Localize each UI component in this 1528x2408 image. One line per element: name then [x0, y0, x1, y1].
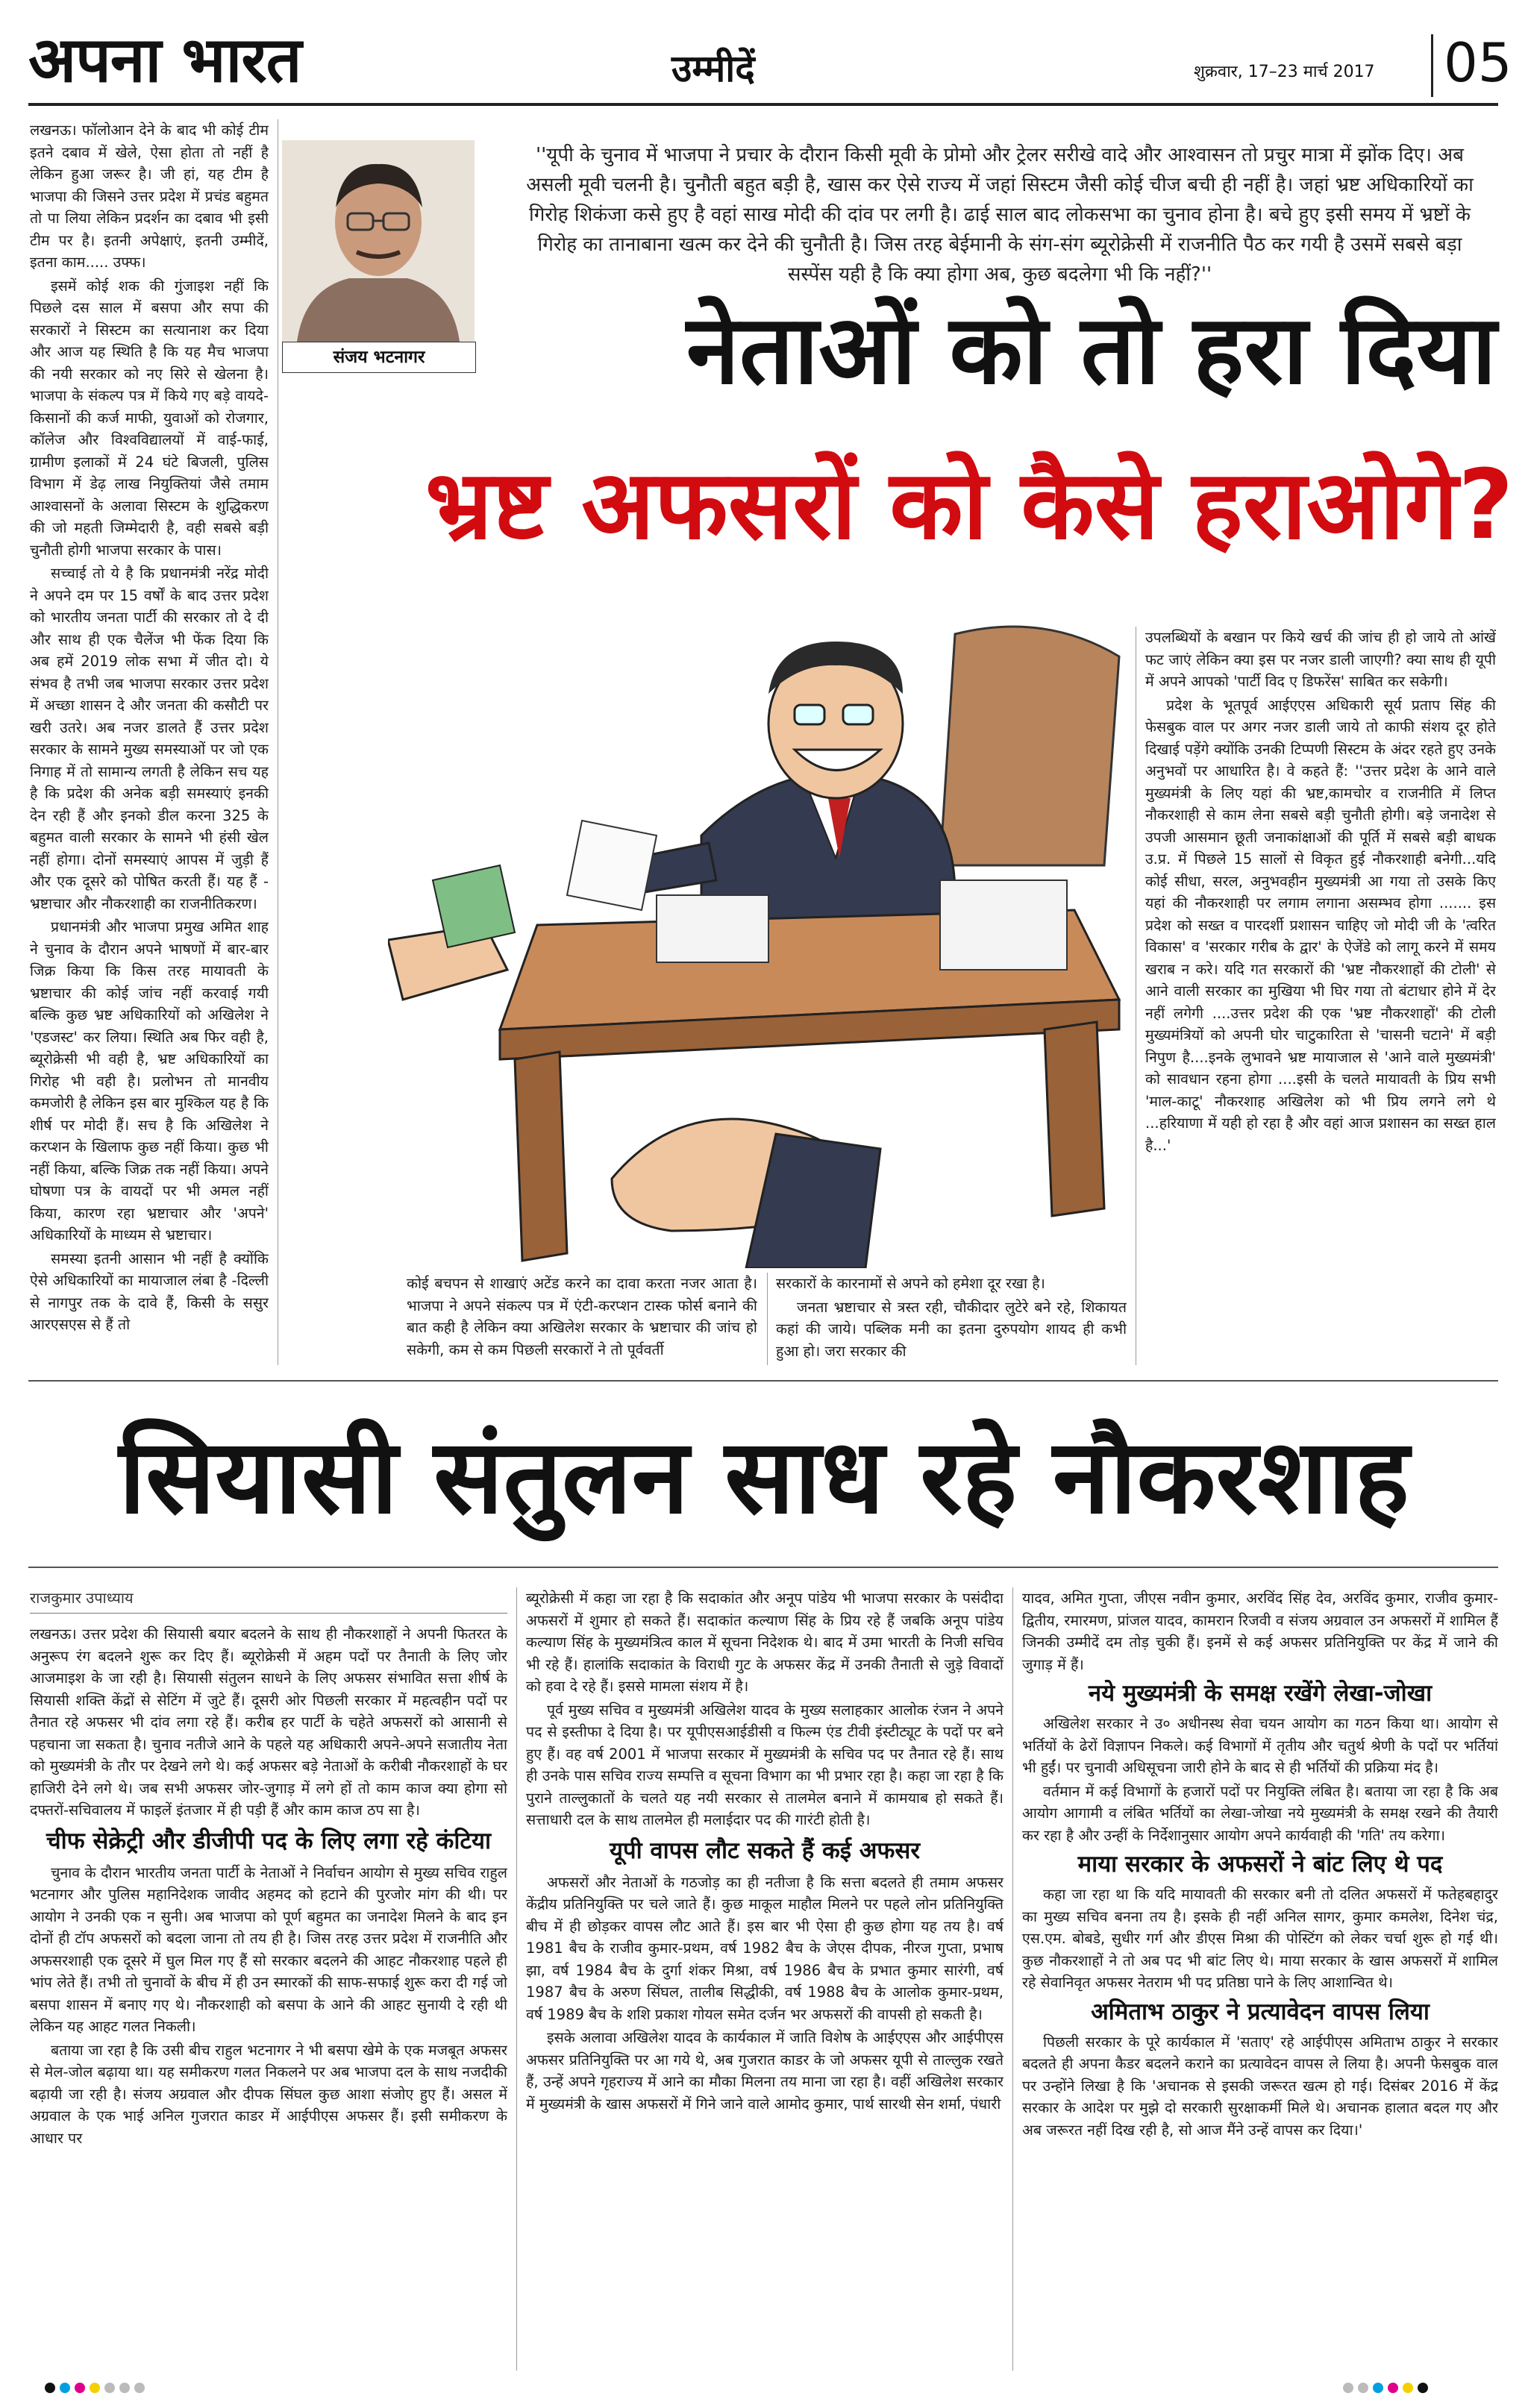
section-title: उम्मीदें — [671, 47, 755, 90]
story1-column-4 — [1145, 627, 1496, 1365]
column-divider — [1012, 1587, 1013, 2371]
subhead: यूपी वापस लौट सकते हैं कई अफसर — [609, 1837, 920, 1864]
story2-column-2 — [526, 1587, 1003, 2371]
issue-date: शुक्रवार, 17–23 मार्च 2017 — [1194, 63, 1375, 81]
paragraph: चुनाव के दौरान भारतीय जनता पार्टी के नेताओं ने निर्वाचन आयोग से मुख्य सचिव राहुल भटनागर और पुलिस महानिदेशक जावीद अहमद को हटाने की पुरजोर मांग की थी। पर आयोग ने उनकी एक न सुनी। अब भाजपा को पूर्ण बहुमत का जनादेश मिलने के बाद इन दोनों ही टॉप अफसरों को बदला जाना तो तय ही है। जिस तरह उत्तर प्रदेश में राजनीति और अफसरशाही एक दूसरे में घुल मिल गए हैं सो सरकार बदलने की आहट नौकरशाह पहले ही भांप लेते हैं। तभी तो चुनावों के बीच में ही उन स्मारकों की साफ-सफाई शुरू करा दी गई जो बसपा शासन में बनाए गए थे। नौकरशाही को बसपा के आने की आहट सुनायी दे रही थी लेकिन यह आहट गलत निकली। — [30, 1863, 507, 2035]
byline-rule — [30, 1613, 507, 1614]
paragraph: वर्तमान में कई विभागों के हजारों पदों पर नियुक्ति लंबित है। बताया जा रहा है कि अब आयोग आगामी व लंबित भर्तियों का लेखा-जोखा नये मुख्यमंत्री के समक्ष रखने की तैयारी कर रहा है और उन्हीं के निर्देशानुसार आयोग अपने कार्यवाही की 'गति' तय करेगा। — [1022, 1782, 1498, 1844]
subhead: चीफ सेक्रेट्री और डीजीपी पद के लिए लगा रहे कंटिया — [46, 1827, 491, 1854]
paragraph: सरकारों के कारनामों से अपने को हमेशा दूर रखा है। — [776, 1275, 1045, 1292]
story1-column-2 — [407, 1273, 757, 1365]
paragraph: लखनऊ। उत्तर प्रदेश की सियासी बयार बदलने के साथ ही नौकरशाहों ने अपनी फितरत के अनुरूप रंग बदलने शुरू कर दिए हैं। ब्यूरोक्रेसी में अहम पदों पर तैनाती के लिए जोर आजमाइश के जा रही है। सियासी संतुलन साधने के लिए अफसर संभावित सत्ता शीर्ष के सियासी शक्ति केंद्रों से सेटिंग में जुटे हैं। दूसरी ओर पिछली सरकार में महत्वहीन पदों पर तैनात रहे अफसर भी दांव लगा रहे हैं। करीब हर पार्टी के चहेते अफसरों को आसानी से पहचाना जा सकता है। चुनाव नतीजे आने के पहले यह अधिकारी अपने-अपने सजातीय नेता को मुख्यमंत्री के तौर पर देखने लगे थे। कई अफसर बड़े नेताओं के करीबी नौकरशाहों के घर हाजिरी देने लगे थे। जब सभी अफसर जोर-जुगाड़ में लगे हों तो काम काज क्या होगा सो दफ्तरों-सचिवालय में फाइलें इंतजार में ही पड़ी हैं और काम काज ठप सा है। — [30, 1625, 507, 1819]
story1-column-1 — [30, 119, 269, 1365]
print-registration-marks — [45, 2383, 145, 2393]
paragraph: उपलब्धियों के बखान पर किये खर्च की जांच ही हो जाये तो आंखें फट जाएं लेकिन क्या इस पर नजर डाली जाएगी? क्या साथ ही यूपी में अपने आपको 'पार्टी विद ए डिफरेंस' साबित कर सकेगी। — [1145, 629, 1496, 690]
author-caption: संजय भटनागर — [282, 342, 476, 373]
subhead: नये मुख्यमंत्री के समक्ष रखेंगे लेखा-जोखा — [1088, 1680, 1432, 1707]
paragraph: ब्यूरोक्रेसी में कहा जा रहा है कि सदाकांत और अनूप पांडेय भी भाजपा सरकार के पसंदीदा अफसरों में शुमार हो सकते हैं। सदाकांत कल्याण सिंह के प्रिय रहे हैं जबकि अनूप पांडेय कल्याण सिंह के मुख्यमंत्रित्व काल में सूचना निदेशक थे। बाद में उमा भारती के निजी सचिव भी रहे हैं। हालांकि सदाकांत के विराधी गुट के अफसर केंद्र में उनकी तैनाती से जुड़े विवादों को हवा दे रहे हैं। इससे मामला संशय में है। — [526, 1590, 1003, 1695]
column-divider — [767, 1273, 768, 1365]
author-portrait-icon — [282, 140, 475, 342]
paragraph: अफसरों और नेताओं के गठजोड़ का ही नतीजा है कि सत्ता बदलते ही तमाम अफसर केंद्रीय प्रतिनियुक्ति पर चले जाते हैं। कुछ माकूल माहौल मिलने पर पहले लोन प्रतिनियुक्ति बीच में ही छोड़कर वापस लौट आते हैं। इस बार भी ऐसा ही कुछ होगा यह तय है। वर्ष 1981 बैच के राजीव कुमार-प्रथम, वर्ष 1982 बैच के जेएस दीपक, नीरज गुप्ता, प्रभाष झा, वर्ष 1984 बैच के दुर्गा शंकर मिश्रा, वर्ष 1986 बैच के प्रभात कुमार सारंगी, वर्ष 1987 बैच के अरुण सिंघल, तालीब सिद्धीकी, वर्ष 1988 बैच के आलोक कुमार-प्रथम, वर्ष 1989 बैच के शशि प्रकाश गोयल समेत दर्जन भर अफसरों की वापसी हो सकती है। — [526, 1873, 1003, 2023]
subhead: अमिताभ ठाकुर ने प्रत्यावेदन वापस लिया — [1091, 1998, 1430, 2025]
paragraph: पिछली सरकार के पूरे कार्यकाल में 'सताए' रहे आईपीएस अमिताभ ठाकुर ने सरकार बदलते ही अपना कैडर बदलने कराने का प्रत्यावेदन वापस ले लिया है। अपनी फेसबुक वाल पर उन्होंने लिखा है कि 'अचानक से इसकी जरूरत खत्म हो गई। दिसंबर 2016 में केंद्र सरकार के आदेश पर मुझे दो सरकारी सुरक्षाकर्मी मिले थे। अचानक हालात बदल गए और अब जरूरत नहीं दिख रही है, सो आज मैंने उन्हें वापस कर दिया।' — [1022, 2033, 1498, 2139]
masthead-divider — [1431, 34, 1433, 97]
paragraph: कोई बचपन से शाखाएं अटेंड करने का दावा करता नजर आता है। भाजपा ने अपने संकल्प पत्र में एंटी-करप्शन टास्क फोर्स बनाने की बात कही है लेकिन क्या अखिलेश सरकार के भ्रष्टाचार की जांच हो सकेगी, कम से कम पिछली सरकारों ने तो पूर्ववर्ती — [407, 1275, 757, 1358]
paragraph: पूर्व मुख्य सचिव व मुख्यमंत्री अखिलेश यादव के मुख्य सलाहकार आलोक रंजन ने अपने पद से इस्तीफा दे दिया है। पर यूपीएसआईडीसी व फिल्म एंड टीवी इंस्टीट्यूट के पदों पर बने हुए हैं। वह वर्ष 2001 में भाजपा सरकार में मुख्यमंत्री के सचिव पद पर तैनात रहे हैं। साथ ही उनके पास सचिव राज्य सम्पत्ति व सूचना विभाग का भी प्रभार रहा है। कहा जा रहा है कि पुराने ताल्लुकातों के चलते यह नयी सरकार से तालमेल बनाने में कामयाब हो सकते हैं। सत्ताधारी दल के साथ तालमेल ही मलाईदार पद की गारंटी होती है। — [526, 1701, 1003, 1828]
author-photo — [282, 140, 475, 342]
section-rule — [28, 1567, 1498, 1568]
paragraph: यादव, अमित गुप्ता, जीएस नवीन कुमार, अरविंद सिंह देव, अरविंद कुमार, राजीव कुमार-द्वितीय, रमारमण, प्रांजल यादव, कामरान रिजवी व संजय अग्रवाल उन अफसरों में शामिल हैं जिनकी उम्मीदें दम तोड़ चुकी हैं। इनमें से कई अफसर प्रतिनियुक्ति पर केंद्र में जाने की जुगाड़ में हैं। — [1022, 1590, 1498, 1673]
paragraph: बताया जा रहा है कि उसी बीच राहुल भटनागर ने भी बसपा खेमे के एक मजबूत अफसर से मेल-जोल बढ़ाया था। यह समीकरण गलत निकलने पर अब भाजपा दल के साथ नजदीकी बढ़ायी जा रही है। संजय अग्रवाल और दीपक सिंघल कुछ आशा संजोए हुए हैं। असल में अग्रवाल के एक भाई अनिल गुजरात काडर में आईपीएस अफसर हैं। इसी समीकरण के आधार पर — [30, 2041, 507, 2147]
paragraph: इसके अलावा अखिलेश यादव के कार्यकाल में जाति विशेष के आईएएस और आईपीएस अफसर प्रतिनियुक्ति पर आ गये थे, अब गुजरात काडर के जो अफसर यूपी से ताल्लुक रखते हैं, उन्हें अपने गृहराज्य में आने का मौका मिलना तय माना जा रहा है। वहीं अखिलेश सरकार में मुख्यमंत्री के खास अफसरों में गिने जाने वाले आमोद कुमार, पार्थ सारथी सेन शर्मा, पंधारी — [526, 2029, 1003, 2113]
bribe-cartoon-icon — [388, 612, 1134, 1268]
story2-headline: सियासी संतुलन साध रहे नौकरशाह — [119, 1417, 1409, 1537]
cartoon-illustration — [388, 612, 1134, 1268]
paragraph: लखनऊ। फॉलोआन देने के बाद भी कोई टीम इतने दबाव में खेले, ऐसा होता तो नहीं है लेकिन हुआ जरूर है। जी हां, यह टीम है भाजपा की जिसने उत्तर प्रदेश में प्रचंड बहुमत तो पा लिया लेकिन प्रदर्शन का दबाव भी इसी टीम पर है। इतनी अपेक्षाएं, इतनी उम्मीदें, इतना काम..... उफ्फ। — [30, 122, 269, 271]
paragraph: अखिलेश सरकार ने उ० अधीनस्थ सेवा चयन आयोग का गठन किया था। आयोग से भर्तियों के ढेरों विज्ञापन निकले। कई विभागों में तृतीय और चतुर्थ श्रेणी के पदों पर भर्तियां भी हुईं। पर चुनावी अधिसूचना जारी होने के बाद से ही भर्तियों की प्रक्रिया मंद है। — [1022, 1715, 1498, 1776]
story2-column-1 — [30, 1623, 507, 2369]
paragraph: समस्या इतनी आसान भी नहीं है क्योंकि ऐसे अधिकारियों का मायाजाल लंबा है -दिल्ली से नागपुर तक के दावे हैं, किसी के ससुर आरएसएस से हैं तो — [30, 1250, 269, 1333]
masthead-rule — [28, 103, 1498, 106]
section-rule — [28, 1380, 1498, 1382]
masthead-logo: अपना भारत — [28, 23, 301, 96]
story2-column-3 — [1022, 1587, 1498, 2371]
pull-quote: ''यूपी के चुनाव में भाजपा ने प्रचार के दौरान किसी मूवी के प्रोमो और ट्रेलर सरीखे वादे और आश्वासन तो प्रचुर मात्रा में झोंक दिए। अब असली मूवी चलनी है। चुनौती बहुत बड़ी है, खास कर ऐसे राज्य में जहां सिस्टम जैसी कोई चीज बची ही नहीं है। जहां भ्रष्ट अधिकारियों का गिरोह शिकंजा कसे हुए है वहां साख मोदी की दांव पर लगी है। ढाई साल बाद लोकसभा का चुनाव होना है। बचे हुए इसी समय में भ्रष्टों के गिरोह का तानाबाना खत्म कर देने की चुनौती है। जिस तरह बेईमानी के संग-संग ब्यूरोक्रेसी में राजनीति पैठ कर गयी है उसमें सबसे बड़ा सस्पेंस यही है कि क्या होगा अब, कुछ बदलेगा भी कि नहीं?'' — [526, 144, 1474, 286]
page-number: 05 — [1444, 31, 1512, 94]
paragraph: सच्चाई तो ये है कि प्रधानमंत्री नरेंद्र मोदी ने अपने दम पर 15 वर्षों के बाद उत्तर प्रदेश को भारतीय जनता पार्टी की सरकार तो दे दी और साथ ही एक चैलेंज भी फेंक दिया कि अब हमें 2019 लोक सभा में जीत दो। ये संभव है तभी जब भाजपा सरकार उत्तर प्रदेश में अच्छा शासन दे और जनता की कसौटी पर खरी उतरे। अब नजर डालते हैं उत्तर प्रदेश सरकार के सामने मुख्य समस्याओं पर जो एक निगाह में तो सामान्य लगती है लेकिन सच यह है कि प्रदेश की अनेक बड़ी समस्याएं इनकी देन रही हैं और इनको डील करना 325 के बहुमत वाली सरकार के सामने भी हंसी खेल नहीं होगा। दोनों समस्याएं आपस में जुड़ी हैं और एक दूसरे को पोषित करती हैं। यह हैं - भ्रष्टाचार और नौकरशाही का राजनीतिकरण। — [30, 565, 269, 912]
print-registration-marks — [1343, 2383, 1428, 2393]
paragraph: जनता भ्रष्टाचार से त्रस्त रही, चौकीदार लुटेरे बने रहे, शिकायत कहां की जाये। पब्लिक मनी का इतना दुरुपयोग शायद ही कभी हुआ हो। जरा सरकार की — [776, 1298, 1127, 1360]
subhead: माया सरकार के अफसरों ने बांट लिए थे पद — [1077, 1851, 1443, 1878]
column-divider — [516, 1587, 517, 2371]
paragraph: इसमें कोई शक की गुंजाइश नहीं कि पिछले दस साल में बसपा और सपा की सरकारों ने सिस्टम का सत्यानाश कर दिया और आज यह स्थिति है कि यह मैच भाजपा की नयी सरकार को नए सिरे से खेलना है। भाजपा के संकल्प पत्र में किये गए बड़े वायदे-किसानों की कर्ज माफी, युवाओं को रोजगार, कॉलेज और विश्वविद्यालयों में वाई-फाई, ग्रामीण इलाकों में 24 घंटे बिजली, पुलिस विभाग में डेढ़ लाख नियुक्तियां जैसे तमाम आश्वासनों के अलावा सिस्टम के शुद्धिकरण की जो महती जिम्मेदारी है, वही सबसे बड़ी चुनौती होगी भाजपा सरकार के पास। — [30, 277, 269, 559]
story1-column-3 — [776, 1273, 1127, 1365]
byline: राजकुमार उपाध्याय — [30, 1589, 134, 1607]
paragraph: प्रधानमंत्री और भाजपा प्रमुख अमित शाह ने चुनाव के दौरान अपने भाषणों में बार-बार जिक्र किया कि किस तरह मायावती के भ्रष्टाचार की कोई जांच नहीं करवाई गयी बल्कि कुछ भ्रष्ट अधिकारियों को अखिलेश ने 'एडजस्ट' कर लिया। स्थिति अब फिर वही है, ब्यूरोक्रेसी भी वही है, भ्रष्ट अधिकारियों का गिरोह भी वही है। प्रलोभन तो मानवीय कमजोरी है लेकिन इस बार मुश्किल यह है कि शीर्ष पर मोदी हैं। सच है कि अखिलेश ने करप्शन के खिलाफ कुछ नहीं किया। कुछ भी नहीं किया, बल्कि जिक्र तक नहीं किया। अपने घोषणा पत्र के वायदों पर भी अमल नहीं किया, कारण रहा भ्रष्टाचार और 'अपने' अधिकारियों के माध्यम से भ्रष्टाचार। — [30, 918, 269, 1244]
headline-line1: नेताओं को तो हरा दिया — [686, 295, 1497, 406]
headline-line2: भ्रष्ट अफसरों को कैसे हराओगे? — [425, 450, 1514, 561]
paragraph: प्रदेश के भूतपूर्व आईएएस अधिकारी सूर्य प्रताप सिंह की फेसबुक वाल पर अगर नजर डाली जाये तो काफी संशय दूर होते दिखाई पड़ेंगे क्योंकि उनकी टिप्पणी सिस्टम के अंदर रहते हुए उनके अनुभवों पर आधारित है। वे कहते हैं: ''उत्तर प्रदेश के आने वाले मुख्यमंत्री के लिए यहां की भ्रष्ट,कामचोर व राजनीति में लिप्त नौकरशाही से काम लेना सबसे बड़ी चुनौती होगी। बड़े जनादेश से उपजी आसमान छूती जनाकांक्षाओं की पूर्ति में सबसे बड़ी बाधक उ.प्र. में पिछले 15 सालों से विकृत हुई नौकरशाही बनेगी...यदि कोई सीधा, सरल, अनुभवहीन मुख्यमंत्री आ गया तो उसके किए यहां की नौकरशाही पर लगाम लगाना असम्भव होगा ....... इस प्रदेश को सख्त व पारदर्शी प्रशासन चाहिए जो मोदी जी के 'त्वरित विकास' व 'सरकार गरीब के द्वार' के ऐजेंडे को लागू करने में समय खराब न करे। यदि गत सरकारों की 'भ्रष्ट नौकरशाहों की टोली' से आने वाली सरकार का मुखिया भी घिर गया तो बंटाधार होने में देर नहीं लगेगी ....उत्तर प्रदेश की एक 'भ्रष्ट नौकरशाहों' की टोली मुख्यमंत्रियों को अपनी घोर चाटुकारिता से 'चासनी चटाने' में बड़ी निपुण है....इनके लुभावने भ्रष्ट मायाजाल से 'आने वाले मुख्यमंत्री' को सावधान रहना होगा ....इसी के चलते मायावती के प्रिय सभी 'माल-काटू' नौकरशाह अखिलेश को भी प्रिय लगने लगे थे ...हरियाणा में यही हो रहा है और वहां आज प्रशासन का सख्त हाल है...' — [1145, 696, 1496, 1154]
paragraph: कहा जा रहा था कि यदि मायावती की सरकार बनी तो दलित अफसरों में फतेहबहादुर का मुख्य सचिव बनना तय है। इसके ही नहीं अनिल सागर, कुमार कमलेश, दिनेश चंद्र, एस.एम. बोबडे, सुधीर गर्ग और डीएस मिश्रा की पोस्टिंग को लेकर चर्चा शुरू हो गई थी। कुछ नौकरशाहों ने तो अब पद भी बांट लिए थे। माया सरकार के खास अफसरों में शामिल रहे सेवानिवृत अफसर नेतराम भी पद प्रतिष्ठा पाने के लिए आशान्वित थे। — [1022, 1886, 1498, 1991]
